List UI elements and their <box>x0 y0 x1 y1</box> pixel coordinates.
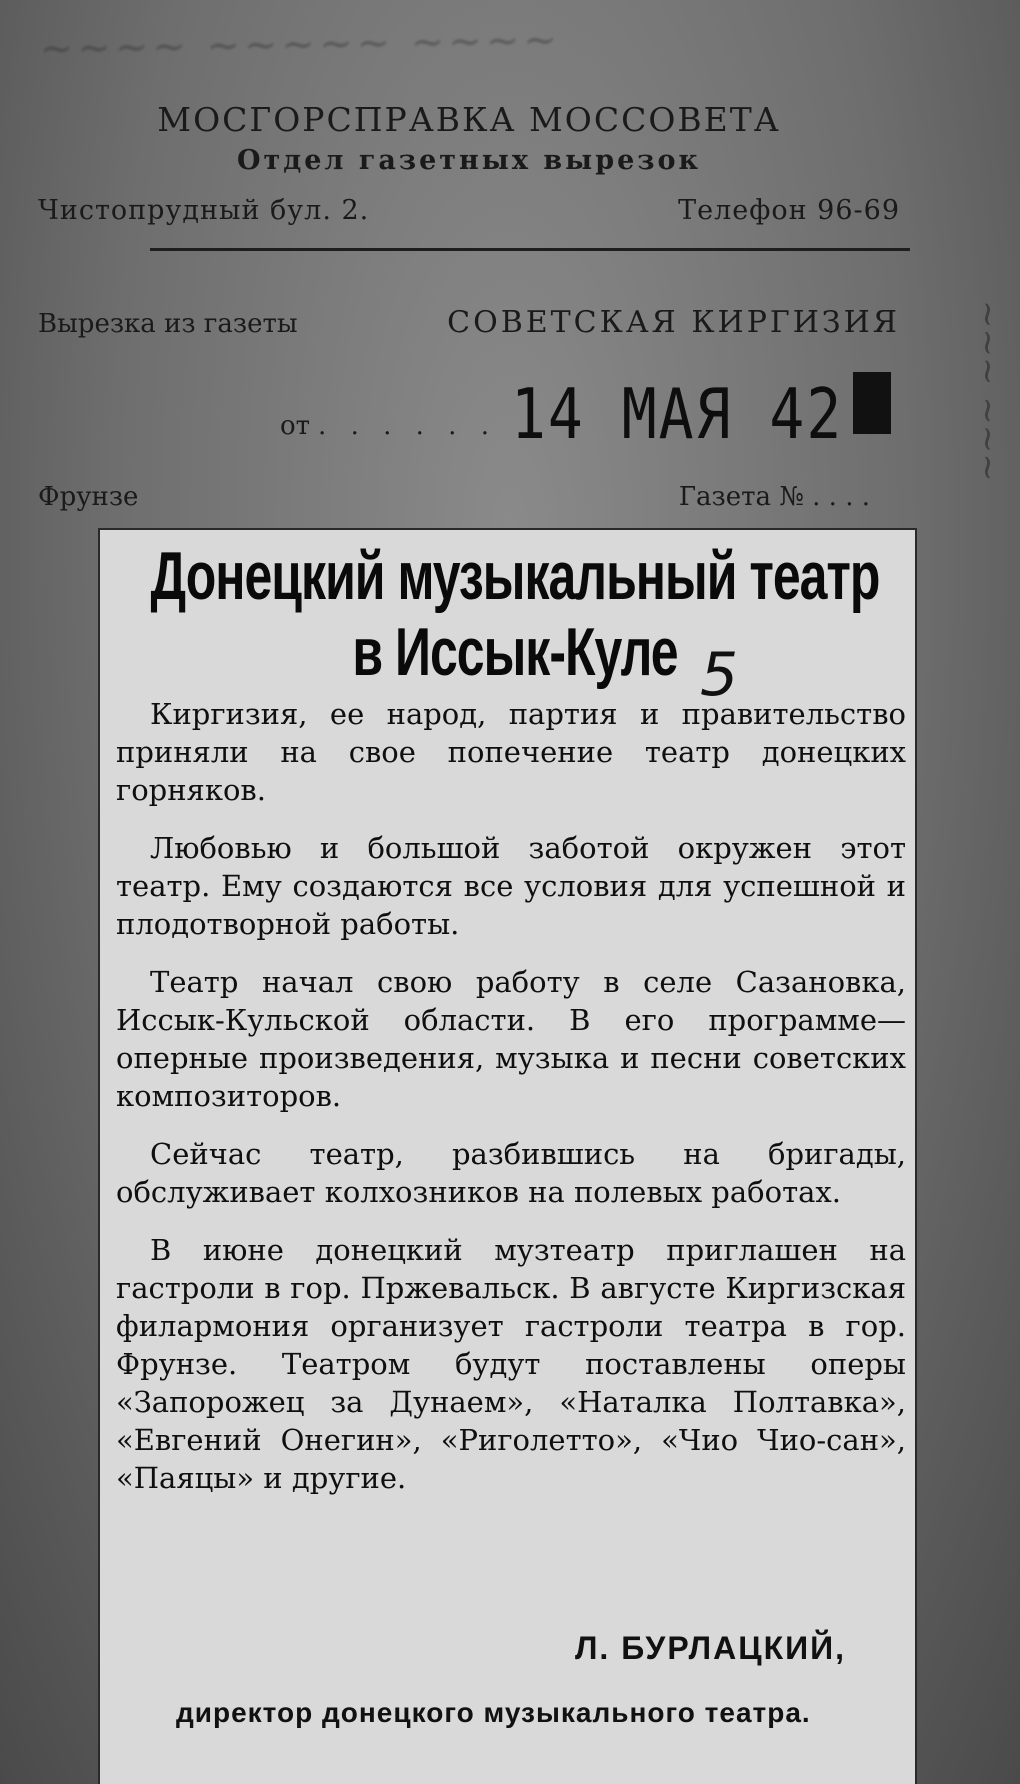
clip-label: Вырезка из газеты <box>38 309 298 339</box>
form-header <box>38 100 900 176</box>
margin-handwriting: ~~~ ~~~ <box>968 300 1008 482</box>
date-dots: . . . . . . <box>318 411 497 441</box>
stamp-mark <box>853 372 891 434</box>
newspaper-number-label: Газета № . . . . <box>678 482 870 512</box>
article-headline <box>120 538 910 690</box>
author-title: директор донецкого музыкального театра. <box>176 1697 811 1728</box>
city: Фрунзе <box>38 482 139 512</box>
date-label: от <box>280 411 311 441</box>
article-body <box>116 695 906 1517</box>
newspaper-name: СОВЕТСКАЯ КИРГИЗИЯ <box>447 305 900 340</box>
organization-name: МОСГОРСПРАВКА МОССОВЕТА <box>157 100 781 139</box>
headline-line-1: Донецкий музыкальный театр <box>150 538 880 614</box>
address-row <box>38 195 900 226</box>
faded-handwriting: ~~~~ ~~~~~ ~~~~ <box>39 17 562 73</box>
header-divider <box>150 248 910 251</box>
handwritten-number: 5 <box>700 640 739 710</box>
date-stamp: 14 МАЯ 42 <box>510 373 844 455</box>
paragraph: В июне донецкий музтеатр приглашен на гастроли в гор. Пржевальск. В августе Киргизская филармония организует гастроли театра в гор. Фрунзе. Театром будут поставлены оперы «Запорожец за Дунаем», «Наталка Полтавка», «Евгений Онегин», «Риголетто», «Чио Чио-сан», «Паяцы» и другие. <box>116 1233 906 1495</box>
date-row <box>280 372 940 455</box>
author-name: Л. БУРЛАЦКИЙ, <box>574 1630 846 1666</box>
paragraph: Любовью и большой заботой окружен этот театр. Ему создаются все условия для успешной и плодотворной работы. <box>116 831 906 941</box>
phone: Телефон 96-69 <box>678 195 900 226</box>
newspaper-clipping <box>100 530 915 1784</box>
headline-line-2: в Иссык-Куле <box>352 614 678 690</box>
clip-source-row <box>38 305 900 340</box>
city-row <box>38 482 900 512</box>
paragraph: Киргизия, ее народ, партия и правительство приняли на свое попечение театр донецких горняков. <box>116 697 906 807</box>
department-name: Отдел газетных вырезок <box>237 145 701 176</box>
address: Чистопрудный бул. 2. <box>38 195 370 226</box>
signature-block <box>116 1630 906 1731</box>
paragraph: Театр начал свою работу в селе Сазановка, Иссык-Кульской области. В его программе—оперные произведения, музыка и песни советских композиторов. <box>116 965 906 1113</box>
paragraph: Сейчас театр, разбившись на бригады, обслуживает колхозников на полевых работах. <box>116 1137 906 1209</box>
